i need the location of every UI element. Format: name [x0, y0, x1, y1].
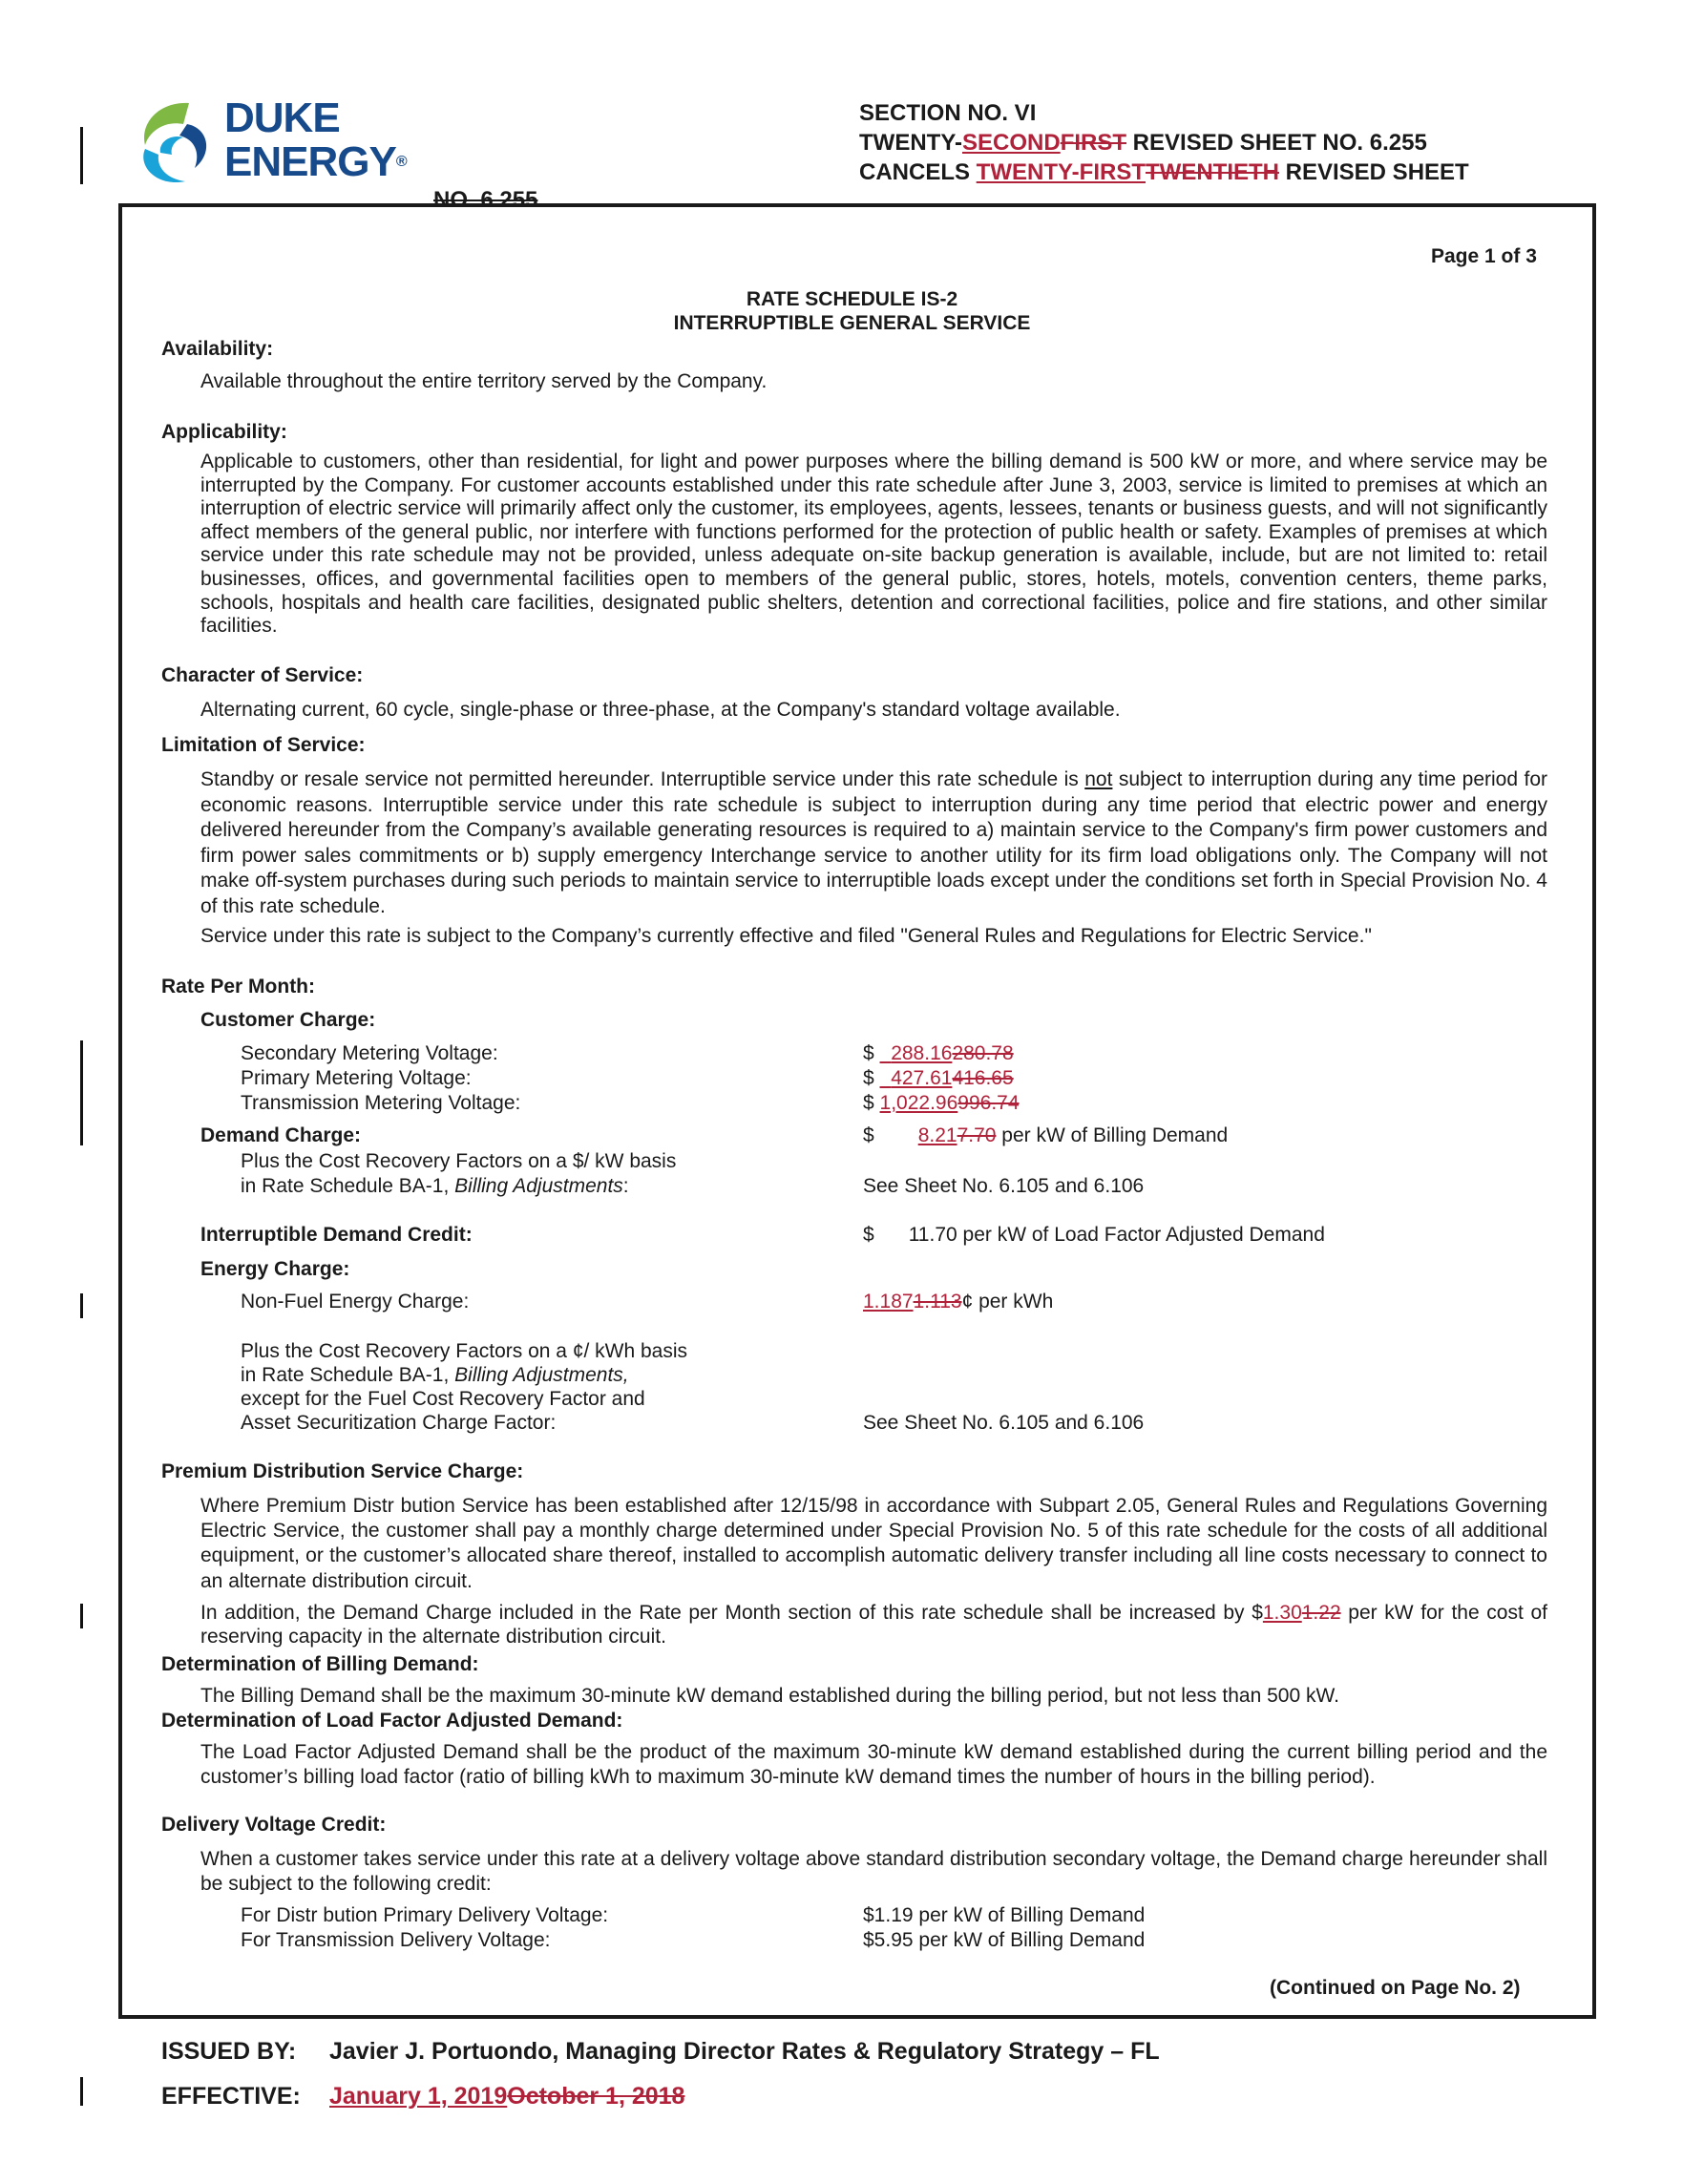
crf-line2: in Rate Schedule BA-1, Billing Adjustments:: [241, 1175, 629, 1197]
character-text: Alternating current, 60 cycle, single-phase or three-phase, at the Company's standard voltage available.: [200, 699, 1121, 721]
idc-heading: Interruptible Demand Credit:: [200, 1224, 473, 1246]
dvc-trans-label: For Transmission Delivery Voltage:: [241, 1929, 551, 1951]
duke-energy-swirl-icon: [132, 95, 220, 191]
see-sheet-demand: See Sheet No. 6.105 and 6.106: [863, 1175, 1145, 1197]
page-label: Page 1 of 3: [1431, 245, 1537, 267]
see-sheet-energy: See Sheet No. 6.105 and 6.106: [863, 1412, 1145, 1434]
change-bar: [80, 1604, 83, 1628]
revised-sheet: TWENTY-SECONDFIRST REVISED SHEET NO. 6.255: [859, 130, 1427, 156]
rate-heading: Rate Per Month:: [161, 976, 316, 998]
availability-text: Available throughout the entire territory served by the Company.: [200, 370, 768, 392]
dvc-trans-value: $5.95 per kW of Billing Demand: [863, 1929, 1146, 1951]
availability-heading: Availability:: [161, 338, 274, 360]
limitation-heading: Limitation of Service:: [161, 734, 366, 756]
crf-line1: Plus the Cost Recovery Factors on a $/ kW basis: [241, 1150, 677, 1172]
title-line2: INTERRUPTIBLE GENERAL SERVICE: [673, 312, 1031, 334]
issued-by-value: Javier J. Portuondo, Managing Director Rates & Regulatory Strategy – FL: [329, 2038, 1160, 2065]
premium-text2: In addition, the Demand Charge included in the Rate per Month section of this rate schedule shall be increased by $1.301.22 per kW for the cost of reserving capacity in the alternate distribution circuit.: [200, 1602, 1547, 1648]
limitation-text2: Service under this rate is subject to the Company’s currently effective and filed "General Rules and Regulations for Electric Service.": [200, 925, 1372, 947]
duke-energy-logo: [132, 92, 418, 197]
continued-note: (Continued on Page No. 2): [1270, 1977, 1521, 1999]
idc-value: $ 11.70 per kW of Load Factor Adjusted Demand: [863, 1224, 1325, 1246]
premium-heading: Premium Distribution Service Charge:: [161, 1460, 524, 1482]
premium-text: Where Premium Distr bution Service has been established after 12/15/98 in accordance with Subpart 2.05, General Rules and Regulations Governing Electric Service, the customer shall pay a monthly charge determined under Special Provision No. 5 of this rate schedule for the costs of all additional equipment, or the customer’s allocated share thereof, installed to accomplish automatic delivery transfer including all line costs necessary to connect to an alternate distribution circuit.: [200, 1495, 1547, 1592]
applicability-heading: Applicability:: [161, 421, 287, 443]
dvc-heading: Delivery Voltage Credit:: [161, 1814, 387, 1836]
primary-value: $ 427.61416.65: [863, 1067, 1014, 1089]
demand-charge-value: $ 8.217.70 per kW of Billing Demand: [863, 1124, 1229, 1146]
logo-line1: DUKE: [224, 94, 340, 141]
character-heading: Character of Service:: [161, 664, 364, 686]
logo-line2: ENERGY®: [224, 138, 407, 185]
dvc-primary-label: For Distr bution Primary Delivery Voltage:: [241, 1904, 609, 1926]
deleted-sheet-no: NO. 6.255: [433, 187, 538, 213]
primary-label: Primary Metering Voltage:: [241, 1067, 472, 1089]
nonfuel-value: 1.1871.113¢ per kWh: [863, 1291, 1054, 1312]
transmission-label: Transmission Metering Voltage:: [241, 1092, 521, 1114]
transmission-value: $ 1,022.96996.74: [863, 1092, 1020, 1114]
ecrf-line1: Plus the Cost Recovery Factors on a ¢/ kWh basis: [241, 1340, 688, 1362]
title-line1: RATE SCHEDULE IS-2: [746, 288, 958, 310]
effective-value: January 1, 2019October 1, 2018: [329, 2083, 685, 2110]
ecrf-line4: Asset Securitization Charge Factor:: [241, 1412, 557, 1434]
section-number: SECTION NO. VI: [859, 100, 1037, 126]
nonfuel-label: Non-Fuel Energy Charge:: [241, 1291, 470, 1312]
lfad-text: The Load Factor Adjusted Demand shall be the product of the maximum 30-minute kW demand established during the current billing period and the customer’s billing load factor (ratio of billing kWh to maximum 30-minute kW demand times the number of hours in the billing period).: [200, 1741, 1547, 1788]
effective-label: EFFECTIVE:: [161, 2083, 301, 2110]
change-bar: [80, 2077, 83, 2106]
ecrf-line3: except for the Fuel Cost Recovery Factor and: [241, 1388, 645, 1410]
ecrf-line2: in Rate Schedule BA-1, Billing Adjustments,: [241, 1364, 629, 1386]
change-bar: [80, 1040, 83, 1145]
billing-demand-text: The Billing Demand shall be the maximum 30-minute kW demand established during the billing period, but not less than 500 kW.: [200, 1685, 1339, 1707]
limitation-text: Standby or resale service not permitted hereunder. Interruptible service under this rate schedule is not subject to interruption during any time period for economic reasons. Interruptible service under this rate schedule is subject to interruption during any time period that electric power and energy delivered hereunder from the Company’s available generating resources is required to a) maintain service to the Company's firm power customers and firm power sales commitments or b) supply emergency Interchange service to another utility for its firm load obligations only. The Company will not make off-system purchases during such periods to maintain service to interruptible loads except under the conditions set forth in Special Provision No. 4 of this rate schedule.: [200, 768, 1547, 917]
dvc-primary-value: $1.19 per kW of Billing Demand: [863, 1904, 1146, 1926]
lfad-heading: Determination of Load Factor Adjusted Demand:: [161, 1710, 623, 1732]
billing-demand-heading: Determination of Billing Demand:: [161, 1653, 479, 1675]
dvc-text: When a customer takes service under this rate at a delivery voltage above standard distribution secondary voltage, the Demand charge hereunder shall be subject to the following credit:: [200, 1848, 1547, 1895]
cancels-sheet: CANCELS TWENTY-FIRSTTWENTIETH REVISED SHEET: [859, 159, 1469, 185]
change-bar: [80, 1293, 83, 1318]
energy-charge-heading: Energy Charge:: [200, 1258, 350, 1280]
secondary-value: $ 288.16280.78: [863, 1042, 1014, 1064]
change-bar: [80, 127, 83, 184]
demand-charge-heading: Demand Charge:: [200, 1124, 362, 1146]
applicability-text: Applicable to customers, other than residential, for light and power purposes where the billing demand is 500 kW or more, and where service may be interrupted by the Company. For customer accounts established under this rate schedule after June 3, 2003, service is limited to premises at which an interruption of electric service will primarily affect only the customer, its employees, agents, lessees, tenants or business guests, and will not significantly affect members of the general public, nor interfere with functions performed for the protection of public health or safety. Examples of premises at which service under this rate schedule may not be provided, unless adequate on-site backup generation is available, include, but are not limited to: retail businesses, offices, and governmental facilities open to members of the general public, stores, hotels, motels, convention centers, theme parks, schools, hospitals and health care facilities, designated public shelters, detention and correctional facilities, police and fire stations, and other similar facilities.: [200, 451, 1547, 638]
issued-by-label: ISSUED BY:: [161, 2038, 297, 2065]
secondary-label: Secondary Metering Voltage:: [241, 1042, 498, 1064]
customer-charge-heading: Customer Charge:: [200, 1009, 376, 1031]
